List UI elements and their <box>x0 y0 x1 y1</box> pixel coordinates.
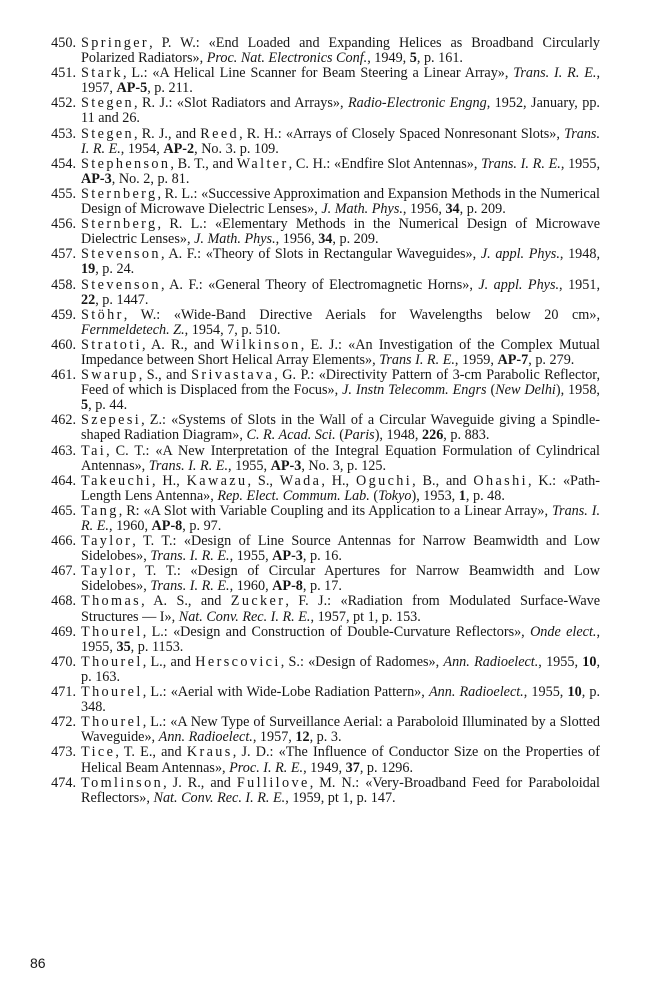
citation-source: Trans. I. R. E. <box>81 125 600 157</box>
reference-text <box>81 504 600 534</box>
reference-segment: , 1954, 7, p. 510. <box>184 321 281 338</box>
author-name: Fullilove <box>236 774 310 791</box>
citation-source: Proc. Nat. Electronics Conf. <box>206 50 368 67</box>
reference-segment: , p. 348. <box>81 684 601 716</box>
reference-text <box>81 655 600 685</box>
reference-text <box>81 715 600 745</box>
reference-number: 458. <box>51 276 76 293</box>
reference-number: 472. <box>51 714 76 731</box>
citation-source: Trans. I. R. E. <box>81 502 600 534</box>
reference-segment: , A. F.: «Theory of Slots in Rectangular Waveguides», <box>160 246 481 263</box>
reference-segment: , p. 161. <box>416 50 463 67</box>
reference-segment: , R: «A Slot with Variable Coupling and its Application to a Linear Array», <box>118 502 552 519</box>
reference-segment: , No. 2, p. 81. <box>111 170 190 187</box>
reference-number: 460. <box>51 336 76 353</box>
reference-segment: , B., and <box>412 472 474 489</box>
reference-number: 450. <box>51 35 76 51</box>
reference-entry <box>30 685 600 715</box>
citation-source: Paris <box>343 427 375 444</box>
reference-segment: , J. D.: «The Influence of Conductor Size on the Properties of Helical Beam Antennas», <box>81 744 600 776</box>
reference-segment: , L.: «A Helical Line Scanner for Beam Steering a Linear Array», <box>122 65 514 82</box>
reference-segment: , 1952, January, pp. 11 and 26. <box>81 95 600 127</box>
reference-text <box>81 474 600 504</box>
reference-entry <box>30 247 600 277</box>
volume-number: AP-3 <box>270 457 302 474</box>
reference-segment: , 1957, <box>252 729 296 746</box>
reference-text <box>81 685 600 715</box>
citation-source: Trans I. R. E. <box>379 351 455 368</box>
reference-segment: , 1960, <box>108 518 152 534</box>
reference-number: 462. <box>51 412 76 429</box>
reference-segment: , T. E., and <box>115 744 187 761</box>
reference-segment: , 1959, <box>454 351 498 368</box>
author-name: Thomas <box>81 593 142 610</box>
reference-number: 455. <box>51 185 76 202</box>
volume-number: AP-5 <box>116 80 148 97</box>
volume-number: AP-3 <box>81 170 112 187</box>
author-name: Wada <box>279 472 322 489</box>
reference-segment: , 1948, <box>559 246 600 263</box>
reference-segment: , p. 17. <box>302 578 342 595</box>
citation-source: Trans. I. R. E. <box>150 548 230 565</box>
reference-segment: , T. T.: «Design of Circular Apertures for Narrow Beamwidth and Low Sidelobes», <box>81 563 600 595</box>
reference-list <box>30 36 600 806</box>
reference-segment: , M. N.: «Very-Broadband Feed for Paraboloidal Reflectors», <box>81 774 600 806</box>
reference-segment: , No. 3. p. 109. <box>194 140 279 157</box>
page-number: 86 <box>30 955 46 971</box>
author-name: Kraus <box>186 744 233 761</box>
reference-entry <box>30 66 600 96</box>
volume-number: 22 <box>81 291 96 308</box>
reference-entry <box>30 534 600 564</box>
reference-entry <box>30 278 600 308</box>
reference-number: 474. <box>51 774 76 791</box>
reference-segment: , 1959, pt 1, p. 147. <box>285 789 396 806</box>
author-name: Sternberg <box>81 185 158 202</box>
author-name: Walter <box>236 155 289 172</box>
author-name: Kawazu <box>186 472 248 489</box>
reference-segment: , 1956, <box>275 231 319 248</box>
author-name: Stevenson <box>81 276 161 293</box>
author-name: Taylor <box>81 533 133 550</box>
author-name: Wilkinson <box>220 336 301 353</box>
reference-number: 457. <box>51 246 76 263</box>
reference-text <box>81 96 600 126</box>
reference-text <box>81 745 600 775</box>
author-name: Stark <box>81 65 123 82</box>
reference-segment: , 1955, <box>538 653 583 670</box>
reference-number: 471. <box>51 684 76 701</box>
author-name: Thourel <box>81 714 143 731</box>
reference-number: 453. <box>51 125 76 142</box>
reference-entry <box>30 127 600 157</box>
reference-segment: , p. 3. <box>309 729 342 746</box>
reference-entry <box>30 564 600 594</box>
reference-segment: , A. R., and <box>141 336 221 353</box>
reference-entry <box>30 504 600 534</box>
reference-text <box>81 217 600 247</box>
citation-source: Trans. I. R. E. <box>513 65 597 82</box>
reference-segment: , S., <box>247 472 280 489</box>
reference-segment: , H., <box>152 472 187 489</box>
reference-segment: ( <box>335 427 344 444</box>
citation-source: Tokyo <box>378 487 412 504</box>
author-name: Tomlinson <box>81 774 164 791</box>
author-name: Stratoti <box>81 336 142 353</box>
reference-text <box>81 157 600 187</box>
volume-number: 12 <box>295 729 310 746</box>
citation-source: New Delhi <box>495 382 556 399</box>
reference-entry <box>30 594 600 624</box>
reference-number: 464. <box>51 472 76 489</box>
reference-segment: , 1955, <box>81 623 600 655</box>
reference-entry <box>30 655 600 685</box>
volume-number: 10 <box>582 653 597 670</box>
citation-source: Trans. I. R. E. <box>481 155 561 172</box>
reference-number: 452. <box>51 95 76 112</box>
reference-entry <box>30 776 600 806</box>
reference-number: 461. <box>51 367 76 384</box>
reference-text <box>81 564 600 594</box>
citation-source: J. appl. Phys. <box>480 246 560 263</box>
reference-segment: , No. 3, p. 125. <box>301 457 387 474</box>
reference-entry <box>30 36 600 66</box>
author-name: Szepesi <box>81 412 142 429</box>
volume-number: AP-8 <box>272 578 303 595</box>
reference-segment: , p. 97. <box>182 518 222 534</box>
author-name: Tang <box>81 502 119 519</box>
reference-segment: , R. L.: «Successive Approximation and Expansion Methods in the Numerical Design of Microwave Dielectric Lenses», <box>81 185 600 218</box>
reference-segment: , E. J.: «An Investigation of the Complex Mutual Impedance between Short Helical Array Elements», <box>81 336 600 368</box>
author-name: Taylor <box>81 563 133 580</box>
reference-segment: , 1955, <box>228 457 271 474</box>
reference-segment: ( <box>486 382 496 399</box>
reference-segment: , p. 209. <box>332 231 379 248</box>
citation-source: Onde elect. <box>530 623 597 640</box>
reference-number: 465. <box>51 502 76 519</box>
reference-entry <box>30 157 600 187</box>
reference-segment: , 1954, <box>120 140 164 157</box>
reference-entry <box>30 217 600 247</box>
reference-entry <box>30 187 600 217</box>
citation-source: Nat. Conv. Rec. I. R. E. <box>178 608 311 625</box>
reference-text <box>81 36 600 66</box>
reference-segment: , p. 209. <box>459 201 506 218</box>
reference-segment: , 1960, <box>229 578 273 595</box>
reference-segment: , L.: «Design and Construction of Double-Curvature Reflectors», <box>142 623 531 640</box>
reference-entry <box>30 96 600 126</box>
reference-segment: , K.: «Path-Length Lens Antenna», <box>81 472 600 504</box>
reference-segment: , C. H.: «Endfire Slot Antennas», <box>288 155 482 172</box>
reference-segment: , p. 16. <box>302 548 342 565</box>
reference-entry <box>30 715 600 745</box>
reference-text <box>81 187 600 217</box>
reference-segment: , A. F.: «General Theory of Electromagnetic Horns», <box>160 276 479 293</box>
reference-segment: , 1949, <box>303 759 346 776</box>
volume-number: 1 <box>458 487 466 504</box>
citation-source: Proc. I. R. E. <box>229 759 304 776</box>
reference-segment: , B. T., and <box>170 155 237 172</box>
citation-source: Rep. Elect. Commum. Lab. <box>217 487 370 504</box>
author-name: Swarup <box>81 367 139 384</box>
reference-segment: , 1949, <box>367 50 410 67</box>
volume-number: 226 <box>422 427 444 444</box>
reference-segment: , p. 211. <box>147 80 193 97</box>
reference-segment: , R. J., and <box>134 125 201 142</box>
reference-text <box>81 278 600 308</box>
reference-segment: , H., <box>321 472 356 489</box>
author-name: Ohashi <box>473 472 528 489</box>
citation-source: J. appl. Phys. <box>478 276 560 293</box>
reference-number: 469. <box>51 623 76 640</box>
reference-segment: , 1956, <box>402 201 446 218</box>
reference-segment: , R. J.: «Slot Radiators and Arrays», <box>134 95 349 112</box>
volume-number: 5 <box>409 50 417 67</box>
reference-segment: , p. 24. <box>95 261 135 278</box>
citation-source: J. Instn Telecomm. Engrs <box>342 382 487 399</box>
citation-source: Fernmeldetech. Z. <box>81 321 185 338</box>
reference-segment: , W.: «Wide-Band Directive Aerials for Wavelengths below 20 cm», <box>123 306 600 323</box>
volume-number: 37 <box>345 759 360 776</box>
volume-number: 10 <box>567 684 582 701</box>
reference-text <box>81 127 600 157</box>
reference-segment: , F. J.: «Radiation from Modulated Surface-Wave Structures — I», <box>81 593 601 625</box>
reference-segment: , 1955, <box>229 548 273 565</box>
reference-text <box>81 66 600 96</box>
reference-segment: , 1955, <box>560 155 600 172</box>
citation-source: Ann. Radioelect. <box>158 729 253 746</box>
reference-text <box>81 413 600 443</box>
citation-source: Ann. Radioelect. <box>428 684 524 701</box>
reference-number: 473. <box>51 744 76 761</box>
volume-number: 34 <box>445 201 460 218</box>
reference-text <box>81 368 600 413</box>
author-name: Stegen <box>81 95 135 112</box>
volume-number: 5 <box>81 397 89 414</box>
reference-text <box>81 444 600 474</box>
volume-number: AP-2 <box>163 140 195 157</box>
reference-text <box>81 534 600 564</box>
reference-segment: , L.: «Aerial with Wide-Lobe Radiation Pattern», <box>142 684 429 701</box>
citation-source: C. R. Acad. Sci. <box>246 427 336 444</box>
author-name: Sternberg <box>81 216 158 233</box>
volume-number: 19 <box>81 261 96 278</box>
author-name: Tai <box>81 442 107 459</box>
reference-entry <box>30 625 600 655</box>
reference-segment: , C. T.: «A New Interpretation of the Integral Equation Formulation of Cylindrical Antennas», <box>81 442 600 474</box>
volume-number: 35 <box>116 638 131 655</box>
reference-number: 467. <box>51 563 76 580</box>
reference-entry <box>30 745 600 775</box>
author-name: Srivastava <box>191 367 275 384</box>
reference-segment: , p. 44. <box>88 397 128 414</box>
reference-text <box>81 625 600 655</box>
reference-segment: , p. 163. <box>81 653 600 685</box>
reference-number: 463. <box>51 442 76 459</box>
reference-segment: , 1957, <box>81 65 600 97</box>
reference-segment: ( <box>369 487 379 504</box>
reference-text <box>81 338 600 368</box>
reference-segment: , S., and <box>138 367 192 384</box>
reference-segment: , 1951, <box>559 276 600 293</box>
reference-segment: , p. 1153. <box>130 638 184 655</box>
reference-segment: , S.: «Design of Radomes», <box>280 653 444 670</box>
citation-source: J. Math. Phys. <box>321 201 403 218</box>
reference-text <box>81 776 600 806</box>
volume-number: AP-3 <box>272 548 303 565</box>
reference-segment: , L., and <box>142 653 196 670</box>
author-name: Springer <box>81 35 150 51</box>
reference-segment: , 1957, pt 1, p. 153. <box>310 608 421 625</box>
citation-source: Trans. I. R. E. <box>148 457 229 474</box>
reference-number: 459. <box>51 306 76 323</box>
reference-segment: , G. P.: «Directivity Pattern of 3-cm Parabolic Reflector, Feed of which is Displaced from the Focus», <box>81 367 600 399</box>
reference-entry <box>30 474 600 504</box>
reference-entry <box>30 413 600 443</box>
reference-entry <box>30 308 600 338</box>
reference-segment: , p. 48. <box>465 487 505 504</box>
reference-number: 454. <box>51 155 76 172</box>
citation-source: J. Math. Phys. <box>194 231 276 248</box>
reference-number: 456. <box>51 216 76 233</box>
reference-segment: , 1955, <box>523 684 568 701</box>
reference-segment: , p. 1447. <box>95 291 149 308</box>
reference-text <box>81 308 600 338</box>
reference-segment: , p. 1296. <box>359 759 414 776</box>
reference-segment: , J. R., and <box>163 774 237 791</box>
reference-segment: ), 1958, <box>555 382 600 399</box>
reference-segment: , A. S., and <box>141 593 231 610</box>
volume-number: 34 <box>318 231 333 248</box>
author-name: Thourel <box>81 684 143 701</box>
citation-source: Radio-Electronic Engng <box>348 95 487 112</box>
reference-number: 466. <box>51 533 76 550</box>
reference-number: 451. <box>51 65 76 82</box>
reference-entry <box>30 338 600 368</box>
citation-source: Ann. Radioelect. <box>443 653 539 670</box>
author-name: Stevenson <box>81 246 161 263</box>
reference-segment: , R. H.: «Arrays of Closely Spaced Nonresonant Slots», <box>239 125 565 142</box>
author-name: Thourel <box>81 623 143 640</box>
reference-number: 470. <box>51 653 76 670</box>
author-name: Thourel <box>81 653 143 670</box>
reference-segment: ), 1948, <box>374 427 422 444</box>
volume-number: AP-8 <box>151 518 183 534</box>
reference-segment: , L.: «A New Type of Surveillance Aerial: a Paraboloid Illuminated by a Slotted Waveguide», <box>81 714 600 746</box>
author-name: Tice <box>81 744 116 761</box>
citation-source: Nat. Conv. Rec. I. R. E. <box>153 789 286 806</box>
reference-segment: , R. L.: «Elementary Methods in the Numerical Design of Microwave Dielectric Lenses», <box>81 216 600 248</box>
reference-entry <box>30 368 600 413</box>
author-name: Reed <box>200 125 240 142</box>
reference-segment: , T. T.: «Design of Line Source Antennas for Narrow Beamwidth and Low Sidelobes», <box>81 533 600 565</box>
author-name: Stöhr <box>81 306 124 323</box>
reference-segment: , p. 883. <box>443 427 490 444</box>
reference-segment: , P. W.: «End Loaded and Expanding Helices as Broadband Circularly Polarized Radiators», <box>81 35 600 67</box>
author-name: Herscovici <box>195 653 281 670</box>
reference-segment: , p. 279. <box>528 351 575 368</box>
reference-segment: , Z.: «Systems of Slots in the Wall of a Circular Waveguide giving a Spindle-shaped Radiation Diagram», <box>81 412 600 444</box>
reference-text <box>81 247 600 277</box>
reference-entry <box>30 444 600 474</box>
author-name: Zucker <box>230 593 286 610</box>
reference-text <box>81 594 600 624</box>
reference-number: 468. <box>51 593 76 610</box>
author-name: Takeuchi <box>81 472 152 489</box>
reference-segment: ), 1953, <box>411 487 459 504</box>
author-name: Stephenson <box>81 155 171 172</box>
volume-number: AP-7 <box>497 351 529 368</box>
citation-source: Trans. I. R. E. <box>150 578 230 595</box>
author-name: Stegen <box>81 125 135 142</box>
author-name: Oguchi <box>355 472 413 489</box>
